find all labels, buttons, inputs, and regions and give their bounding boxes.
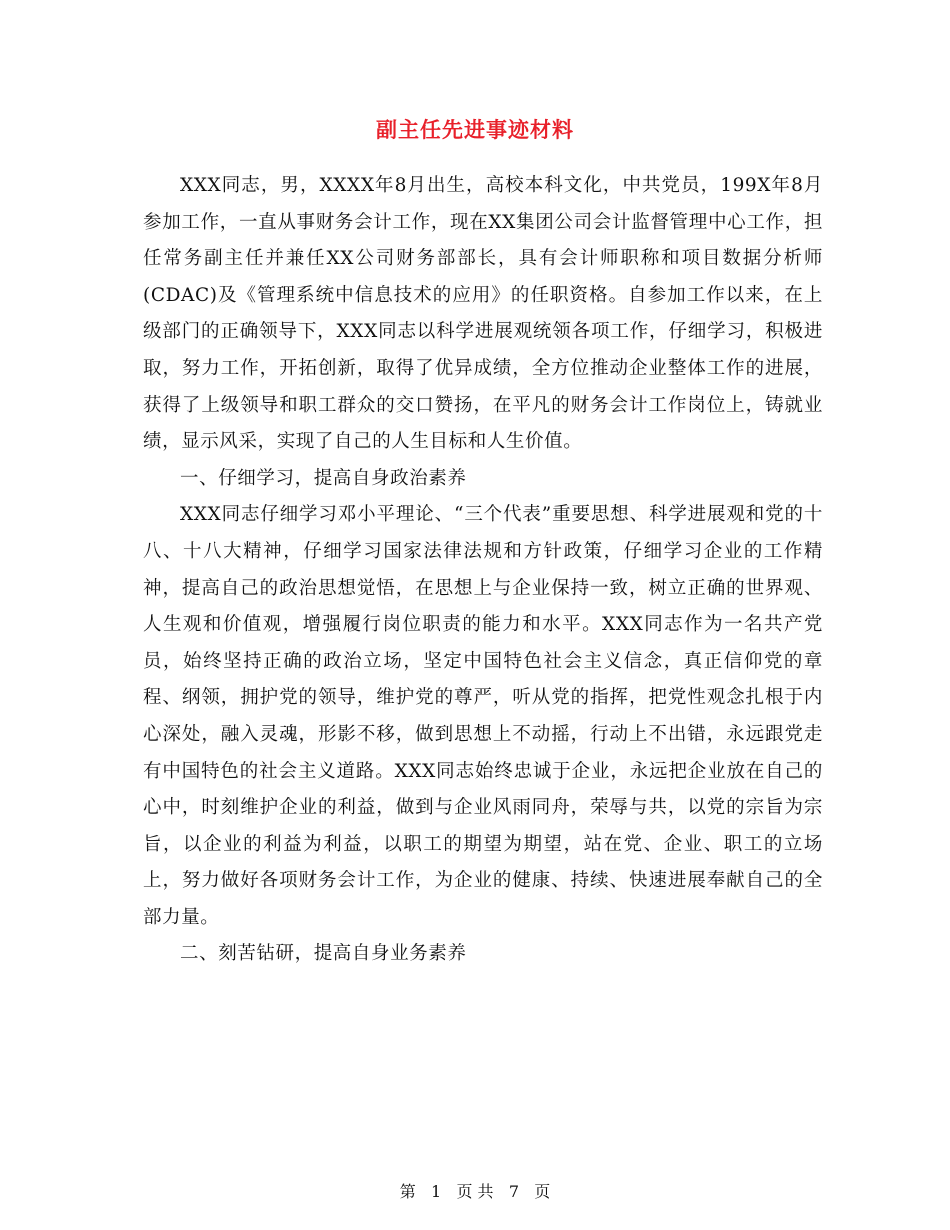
page-footer: [0, 1180, 950, 1204]
current-page-number: 1: [430, 1182, 442, 1201]
paragraph-intro: XXX同志，男，XXXX年8月出生，高校本科文化，中共党员，199X年8月参加工作，一直从事财务会计工作，现在XX集团公司会计监督管理中心工作，担任常务副主任并兼任XX公司财务部部长，具有会计师职称和项目数据分析师(CDAC)及《管理系统中信息技术的应用》的任职资格。自参加工作以来，在上级部门的正确领导下，XXX同志以科学进展观统领各项工作，仔细学习，积极进取，努力工作，开拓创新，取得了优异成绩，全方位推动企业整体工作的进展，获得了上级领导和职工群众的交口赞扬，在平凡的财务会计工作岗位上，铸就业绩，显示风采，实现了自己的人生目标和人生价值。: [143, 175, 823, 453]
page-label-suffix: 页: [534, 1182, 551, 1201]
page-label-prefix: 第: [399, 1182, 416, 1201]
document-title: 副主任先进事迹材料: [376, 117, 574, 142]
section-heading-2: 二、刻苦钻研，提高自身业务素养: [180, 943, 467, 965]
section-heading-1: 一、仔细学习，提高自身政治素养: [180, 467, 467, 489]
paragraph-section-1: XXX同志仔细学习邓小平理论、“三个代表”重要思想、科学进展观和党的十八、十八大精神，仔细学习国家法律法规和方针政策，仔细学习企业的工作精神，提高自己的政治思想觉悟，在思想上与企业保持一致，树立正确的世界观、人生观和价值观，增强履行岗位职责的能力和水平。XXX同志作为一名共产党员，始终坚持正确的政治立场，坚定中国特色社会主义信念，真正信仰党的章程、纲领，拥护党的领导，维护党的尊严，听从党的指挥，把党性观念扎根于内心深处，融入灵魂，形影不移，做到思想上不动摇，行动上不出错，永远跟党走有中国特色的社会主义道路。XXX同志始终忠诚于企业，永远把企业放在自己的心中，时刻维护企业的利益，做到与企业风雨同舟，荣辱与共，以党的宗旨为宗旨，以企业的利益为利益，以职工的期望为期望，站在党、企业、职工的立场上，努力做好各项财务会计工作，为企业的健康、持续、快速进展奉献自己的全部力量。: [143, 504, 823, 928]
page-label-mid: 页 共: [456, 1182, 494, 1201]
total-page-count: 7: [508, 1182, 520, 1201]
document-body: [143, 168, 823, 973]
